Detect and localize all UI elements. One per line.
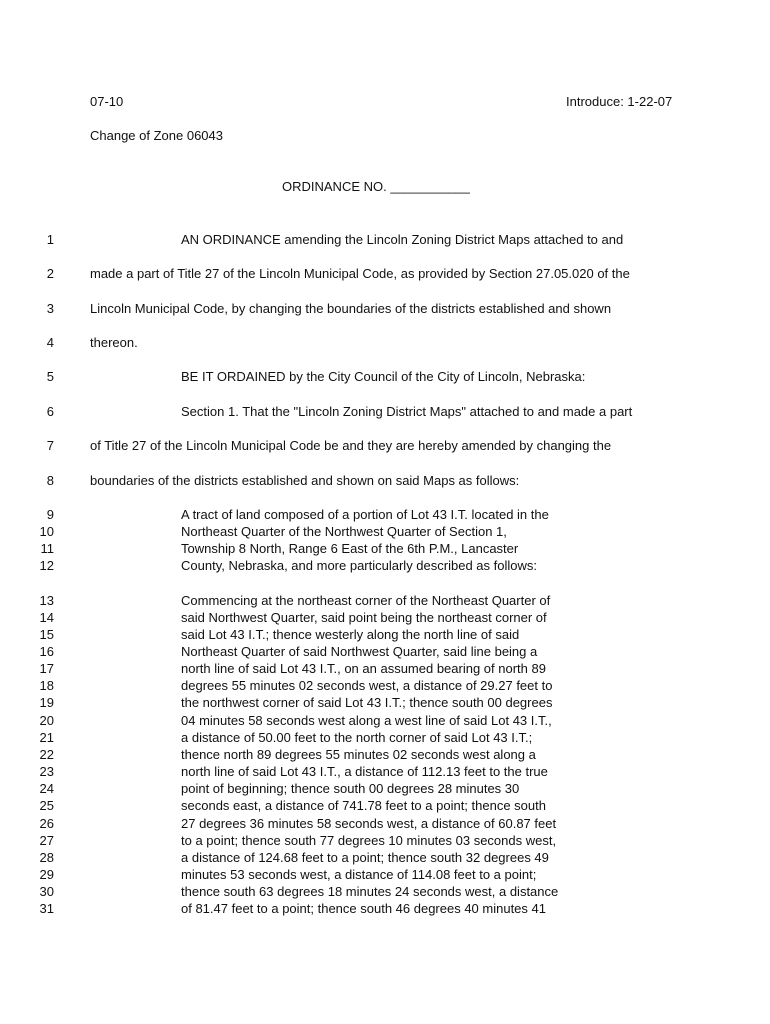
introduce-date: Introduce: 1-22-07 <box>566 94 673 109</box>
line-text: to a point; thence south 77 degrees 10 minutes 03 seconds west, <box>181 833 557 848</box>
line-text: Northeast Quarter of the Northwest Quarter of Section 1, <box>181 524 507 539</box>
line-text: boundaries of the districts established and shown on said Maps as follows: <box>90 473 520 488</box>
line-text: north line of said Lot 43 I.T., a distance of 112.13 feet to the true <box>181 764 548 779</box>
line-number: 16 <box>39 644 54 659</box>
line-number: 23 <box>39 764 54 779</box>
line-text: BE IT ORDAINED by the City Council of the City of Lincoln, Nebraska: <box>181 369 586 384</box>
line-number: 1 <box>46 232 54 247</box>
line-number: 9 <box>46 507 54 522</box>
line-number: 24 <box>39 781 54 796</box>
line-number: 8 <box>46 473 54 488</box>
line-number: 28 <box>39 850 54 865</box>
line-text: minutes 53 seconds west, a distance of 114.08 feet to a point; <box>181 867 537 882</box>
line-number: 18 <box>39 678 54 693</box>
line-number: 19 <box>39 695 54 710</box>
line-number: 29 <box>39 867 54 882</box>
line-number: 30 <box>39 884 54 899</box>
line-text: thereon. <box>90 335 138 350</box>
line-number: 14 <box>39 610 54 625</box>
line-number: 6 <box>46 404 54 419</box>
line-text: 04 minutes 58 seconds west along a west line of said Lot 43 I.T., <box>181 713 552 728</box>
line-number: 3 <box>46 301 54 316</box>
line-text: Township 8 North, Range 6 East of the 6th P.M., Lancaster <box>181 541 519 556</box>
line-text: A tract of land composed of a portion of Lot 43 I.T. located in the <box>181 507 549 522</box>
line-number: 13 <box>39 593 54 608</box>
line-text: seconds east, a distance of 741.78 feet to a point; thence south <box>181 798 546 813</box>
line-text: said Lot 43 I.T.; thence westerly along the north line of said <box>181 627 520 642</box>
ordinance-title: ORDINANCE NO. ___________ <box>282 179 470 194</box>
line-number: 22 <box>39 747 54 762</box>
line-number: 7 <box>46 438 54 453</box>
line-number: 4 <box>46 335 54 350</box>
line-text: north line of said Lot 43 I.T., on an assumed bearing of north 89 <box>181 661 546 676</box>
line-number: 12 <box>39 558 54 573</box>
line-number: 11 <box>40 541 54 556</box>
line-text: made a part of Title 27 of the Lincoln Municipal Code, as provided by Section 27.05.020 of the <box>90 266 630 281</box>
line-text: 27 degrees 36 minutes 58 seconds west, a distance of 60.87 feet <box>181 816 557 831</box>
line-text: the northwest corner of said Lot 43 I.T.; thence south 00 degrees <box>181 695 553 710</box>
line-number: 10 <box>39 524 54 539</box>
line-number: 26 <box>39 816 54 831</box>
line-number: 2 <box>46 266 54 281</box>
line-text: thence south 63 degrees 18 minutes 24 seconds west, a distance <box>181 884 559 899</box>
line-text: said Northwest Quarter, said point being the northeast corner of <box>181 610 547 625</box>
line-text: point of beginning; thence south 00 degrees 28 minutes 30 <box>181 781 520 796</box>
line-text: a distance of 50.00 feet to the north corner of said Lot 43 I.T.; <box>181 730 533 745</box>
line-number: 31 <box>39 901 54 916</box>
line-number: 20 <box>39 713 54 728</box>
line-text: Section 1. That the "Lincoln Zoning District Maps" attached to and made a part <box>181 404 633 419</box>
change-of-zone: Change of Zone 06043 <box>90 128 223 143</box>
line-text: of Title 27 of the Lincoln Municipal Code be and they are hereby amended by changing the <box>90 438 612 453</box>
line-number: 27 <box>39 833 54 848</box>
line-number: 17 <box>39 661 54 676</box>
doc-number: 07-10 <box>90 94 124 109</box>
line-text: of 81.47 feet to a point; thence south 46 degrees 40 minutes 41 <box>181 901 546 916</box>
line-text: Northeast Quarter of said Northwest Quarter, said line being a <box>181 644 538 659</box>
line-number: 15 <box>39 627 54 642</box>
line-number: 25 <box>39 798 54 813</box>
line-text: AN ORDINANCE amending the Lincoln Zoning District Maps attached to and <box>181 232 624 247</box>
line-text: degrees 55 minutes 02 seconds west, a distance of 29.27 feet to <box>181 678 553 693</box>
line-number: 5 <box>46 369 54 384</box>
line-text: a distance of 124.68 feet to a point; thence south 32 degrees 49 <box>181 850 549 865</box>
line-text: Commencing at the northeast corner of the Northeast Quarter of <box>181 593 551 608</box>
line-number: 21 <box>39 730 54 745</box>
line-text: Lincoln Municipal Code, by changing the boundaries of the districts established and shown <box>90 301 612 316</box>
line-text: County, Nebraska, and more particularly described as follows: <box>181 558 537 573</box>
line-text: thence north 89 degrees 55 minutes 02 seconds west along a <box>181 747 536 762</box>
